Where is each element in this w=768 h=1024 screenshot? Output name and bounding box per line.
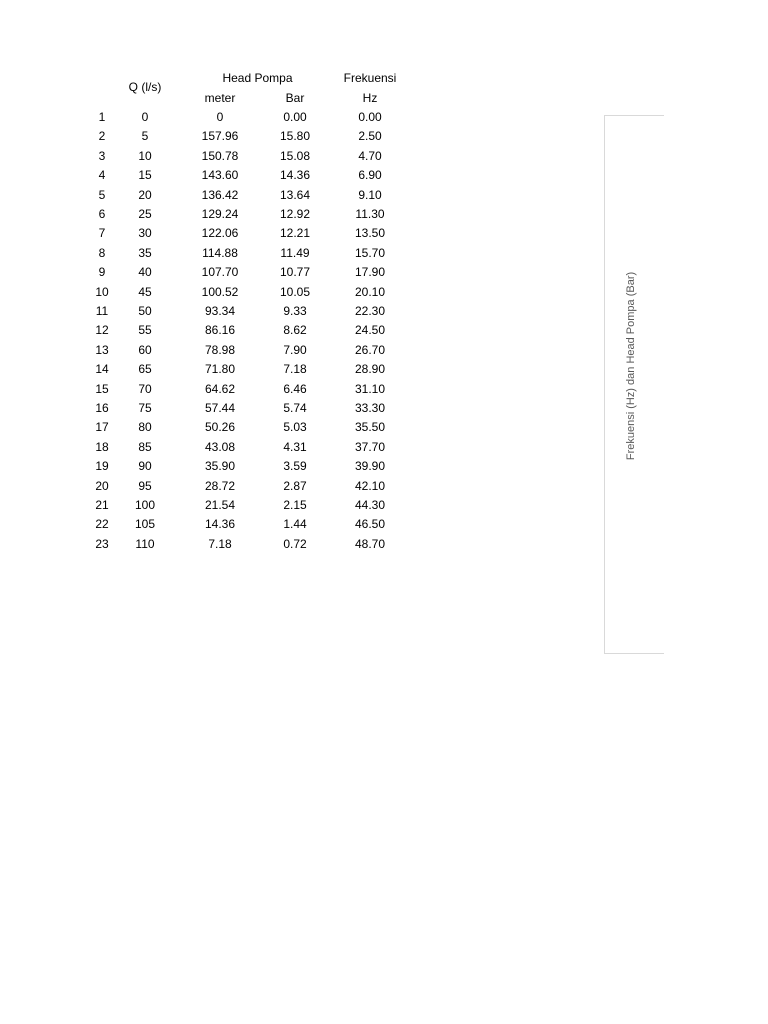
- cell-bar: 0.72: [283, 536, 307, 551]
- header-meter: meter: [204, 91, 236, 105]
- cell-q: 5: [141, 129, 149, 144]
- cell-hz: 20.10: [354, 284, 386, 299]
- row-number: 8: [98, 245, 106, 260]
- row-number: 2: [98, 129, 106, 144]
- cell-q: 90: [138, 459, 152, 474]
- header-hz: Hz: [362, 91, 378, 105]
- cell-q: 85: [138, 439, 152, 454]
- cell-meter: 71.80: [204, 362, 236, 377]
- cell-hz: 15.70: [354, 245, 386, 260]
- cell-meter: 157.96: [201, 129, 239, 144]
- cell-q: 60: [138, 342, 152, 357]
- cell-meter: 136.42: [201, 187, 239, 202]
- row-number: 4: [98, 168, 106, 183]
- header-head-pompa: Head Pompa: [222, 71, 293, 85]
- cell-bar: 2.15: [283, 498, 307, 512]
- cell-q: 75: [138, 401, 152, 415]
- cell-hz: 6.90: [358, 168, 382, 183]
- cell-hz: 2.50: [358, 129, 382, 144]
- cell-hz: 39.90: [354, 459, 386, 474]
- cell-q: 20: [138, 187, 152, 202]
- cell-meter: 0: [216, 110, 224, 124]
- cell-bar: 14.36: [279, 168, 311, 183]
- cell-bar: 11.49: [280, 245, 310, 260]
- cell-meter: 100.52: [201, 284, 239, 299]
- row-number: 15: [95, 381, 109, 396]
- cell-meter: 57.44: [204, 401, 236, 415]
- cell-q: 100: [134, 498, 156, 512]
- cell-bar: 12.21: [279, 226, 311, 241]
- cell-hz: 9.10: [358, 187, 382, 202]
- cell-meter: 7.18: [208, 536, 232, 551]
- cell-hz: 37.70: [354, 439, 386, 454]
- cell-meter: 64.62: [204, 381, 236, 396]
- cell-q: 45: [138, 284, 152, 299]
- cell-q: 110: [135, 536, 155, 551]
- cell-bar: 9.33: [283, 304, 307, 318]
- cell-q: 25: [138, 207, 152, 221]
- header-q: Q (l/s): [128, 80, 162, 94]
- cell-bar: 8.62: [283, 323, 307, 338]
- row-number: 13: [95, 342, 109, 357]
- cell-hz: 33.30: [354, 401, 386, 415]
- cell-meter: 43.08: [204, 439, 236, 454]
- cell-bar: 12.92: [279, 207, 311, 221]
- cell-q: 65: [138, 362, 152, 377]
- row-number: 14: [95, 362, 109, 377]
- row-number: 17: [95, 420, 109, 435]
- row-number: 10: [95, 284, 109, 299]
- cell-bar: 4.31: [283, 439, 307, 454]
- cell-q: 70: [138, 381, 152, 396]
- row-number: 5: [98, 187, 106, 202]
- row-number: 12: [95, 323, 109, 338]
- row-number: 6: [98, 207, 106, 221]
- cell-q: 55: [138, 323, 152, 338]
- row-number: 9: [98, 265, 106, 280]
- cell-q: 30: [138, 226, 152, 241]
- row-number: 16: [95, 401, 109, 415]
- cell-meter: 143.60: [201, 168, 239, 183]
- cell-hz: 44.30: [354, 498, 386, 512]
- cell-meter: 129.24: [201, 207, 239, 221]
- row-number: 11: [95, 304, 109, 318]
- cell-meter: 28.72: [204, 478, 236, 493]
- cell-bar: 13.64: [279, 187, 311, 202]
- cell-bar: 15.08: [279, 148, 311, 163]
- cell-q: 40: [138, 265, 152, 280]
- cell-bar: 5.03: [283, 420, 307, 435]
- cell-meter: 150.78: [201, 148, 239, 163]
- cell-q: 35: [138, 245, 152, 260]
- cell-hz: 4.70: [358, 148, 382, 163]
- cell-hz: 24.50: [354, 323, 386, 338]
- cell-q: 15: [138, 168, 152, 183]
- cell-q: 105: [134, 517, 156, 532]
- cell-meter: 122.06: [201, 226, 239, 241]
- cell-bar: 0.00: [283, 110, 307, 124]
- row-number: 23: [95, 536, 109, 551]
- cell-hz: 46.50: [354, 517, 386, 532]
- row-number: 18: [95, 439, 109, 454]
- header-frekuensi: Frekuensi: [343, 71, 397, 85]
- cell-bar: 2.87: [283, 478, 307, 493]
- row-number: 20: [95, 478, 109, 493]
- row-number: 3: [98, 148, 106, 163]
- cell-bar: 1.44: [283, 517, 307, 532]
- cell-bar: 6.46: [283, 381, 307, 396]
- cell-hz: 28.90: [354, 362, 386, 377]
- cell-hz: 11.30: [355, 207, 385, 221]
- cell-q: 50: [138, 304, 152, 318]
- cell-hz: 22.30: [354, 304, 386, 318]
- cell-meter: 21.54: [204, 498, 236, 512]
- cell-meter: 14.36: [204, 517, 236, 532]
- chart-y-axis-label: Frekuensi (Hz) dan Head Pompa (Bar): [625, 271, 637, 461]
- cell-meter: 93.34: [204, 304, 236, 318]
- cell-bar: 10.77: [279, 265, 311, 280]
- cell-meter: 114.88: [202, 245, 238, 260]
- cell-hz: 0.00: [358, 110, 382, 124]
- cell-bar: 7.90: [283, 342, 307, 357]
- cell-q: 80: [138, 420, 152, 435]
- cell-meter: 86.16: [204, 323, 236, 338]
- cell-meter: 107.70: [201, 265, 239, 280]
- cell-q: 0: [141, 110, 149, 124]
- cell-meter: 35.90: [204, 459, 236, 474]
- cell-hz: 42.10: [354, 478, 386, 493]
- cell-meter: 78.98: [204, 342, 236, 357]
- header-bar: Bar: [285, 91, 305, 105]
- row-number: 1: [98, 110, 106, 124]
- cell-bar: 5.74: [283, 401, 307, 415]
- cell-q: 95: [138, 478, 152, 493]
- cell-hz: 13.50: [354, 226, 386, 241]
- cell-hz: 31.10: [354, 381, 386, 396]
- cell-hz: 48.70: [354, 536, 386, 551]
- cell-hz: 35.50: [354, 420, 386, 435]
- cell-hz: 26.70: [354, 342, 386, 357]
- row-number: 7: [98, 226, 106, 241]
- cell-q: 10: [138, 148, 152, 163]
- cell-hz: 17.90: [354, 265, 386, 280]
- cell-bar: 7.18: [283, 362, 307, 377]
- cell-meter: 50.26: [204, 420, 236, 435]
- cell-bar: 3.59: [283, 459, 307, 474]
- row-number: 22: [95, 517, 109, 532]
- cell-bar: 15.80: [279, 129, 311, 144]
- cell-bar: 10.05: [279, 284, 311, 299]
- row-number: 21: [95, 498, 109, 512]
- row-number: 19: [95, 459, 109, 474]
